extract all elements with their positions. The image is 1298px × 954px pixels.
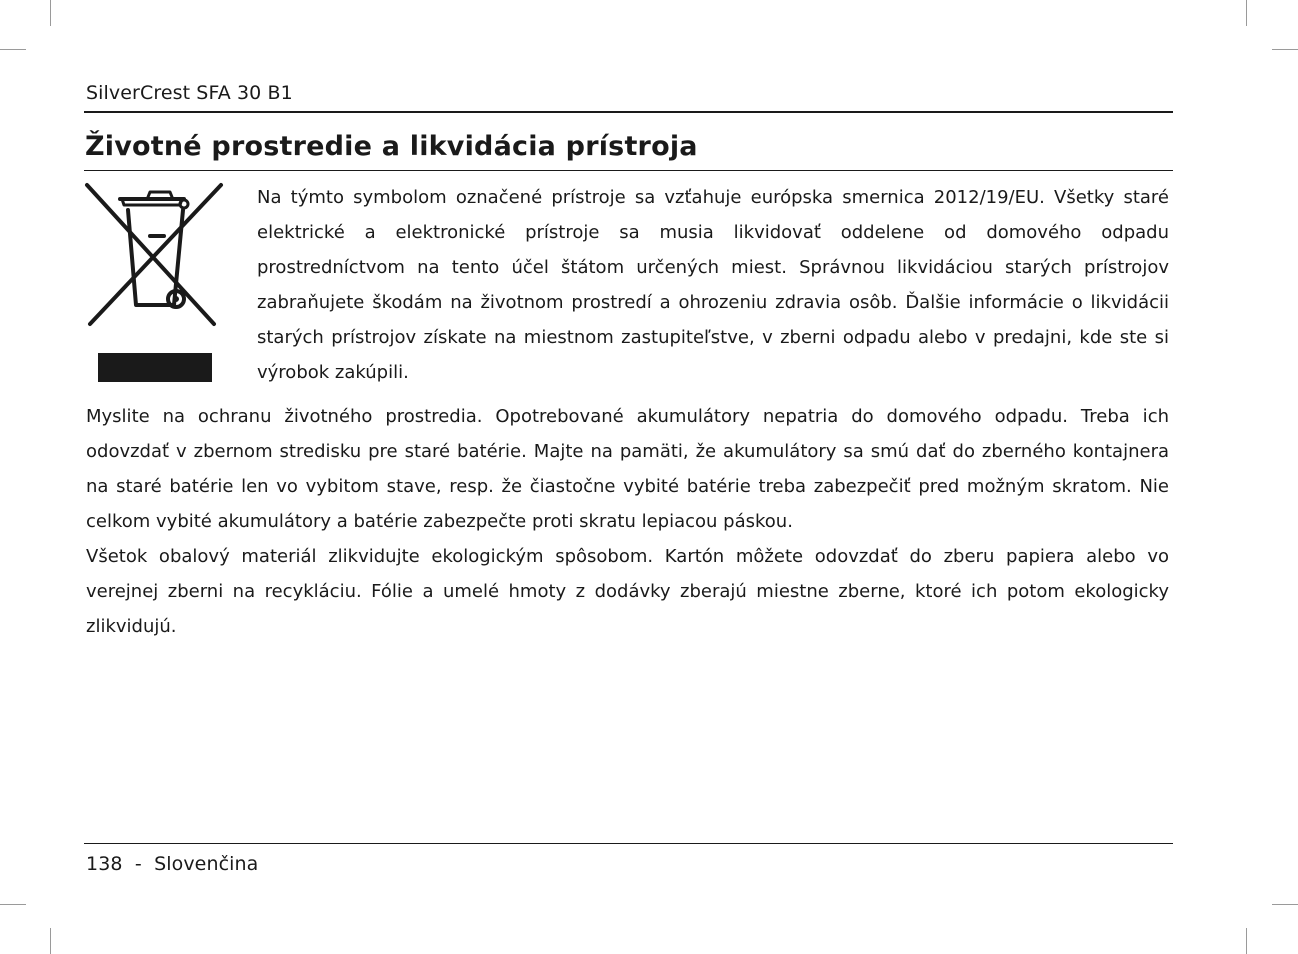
battery-disposal-paragraph: Myslite na ochranu životného prostredia. Opotrebované akumulátory nepatria do domového odpadu. Treba ich odovzdať v zbernom stredisku pre staré batérie. Majte na pamäti, že akumulátory sa smú dať do zberného kontajnera na staré batérie len vo vybitom stave, resp. že čiastočne vybité batérie treba zabezpečiť pred možným skratom. Nie celkom vybité akumulátory a batérie zabezpečte proti skratu lepiacou páskou.: [86, 406, 1169, 532]
packaging-disposal-paragraph: Všetok obalový materiál zlikvidujte ekologickým spôsobom. Kartón môžete odovzdať do zberu papiera alebo vo verejnej zberni na recykláciu. Fólie a umelé hmoty z dodávky zberajú miestne zberne, ktoré ich potom ekologicky zlikvidujú.: [86, 546, 1169, 637]
header-rule: [84, 111, 1173, 113]
section-title: Životné prostredie a likvidácia prístroja: [85, 131, 698, 162]
crop-mark-top-left: [50, 0, 51, 26]
page-number-footer: 138 - Slovenčina: [86, 853, 259, 875]
crop-mark-top-right: [1246, 0, 1247, 26]
title-rule: [84, 170, 1173, 171]
crossed-out-wheelie-bin-icon: [84, 180, 226, 386]
running-header: SilverCrest SFA 30 B1: [86, 82, 293, 104]
crop-mark-top-left-h: [0, 49, 26, 50]
crop-mark-bottom-left-h: [0, 904, 26, 905]
crop-mark-top-right-h: [1272, 49, 1298, 50]
crop-mark-bottom-left: [50, 928, 51, 954]
weee-directive-paragraph: Na týmto symbolom označené prístroje sa vzťahuje európska smernica 2012/19/EU. Všetky staré elektrické a elektronické prístroje sa musia likvidovať oddelene od domového odpadu prostredníctvom na tento účel štátom určených miest. Správnou likvidáciou starých prístrojov zabraňujete škodám na životnom prostredí a ohrozeniu zdravia osôb. Ďalšie informácie o likvidácii starých prístrojov získate na miestnom zastupiteľstve, v zberni odpadu alebo v predajni, kde ste si výrobok zakúpili.: [257, 187, 1169, 383]
crop-mark-bottom-right: [1246, 928, 1247, 954]
footer-rule: [84, 843, 1173, 844]
crop-mark-bottom-right-h: [1272, 904, 1298, 905]
